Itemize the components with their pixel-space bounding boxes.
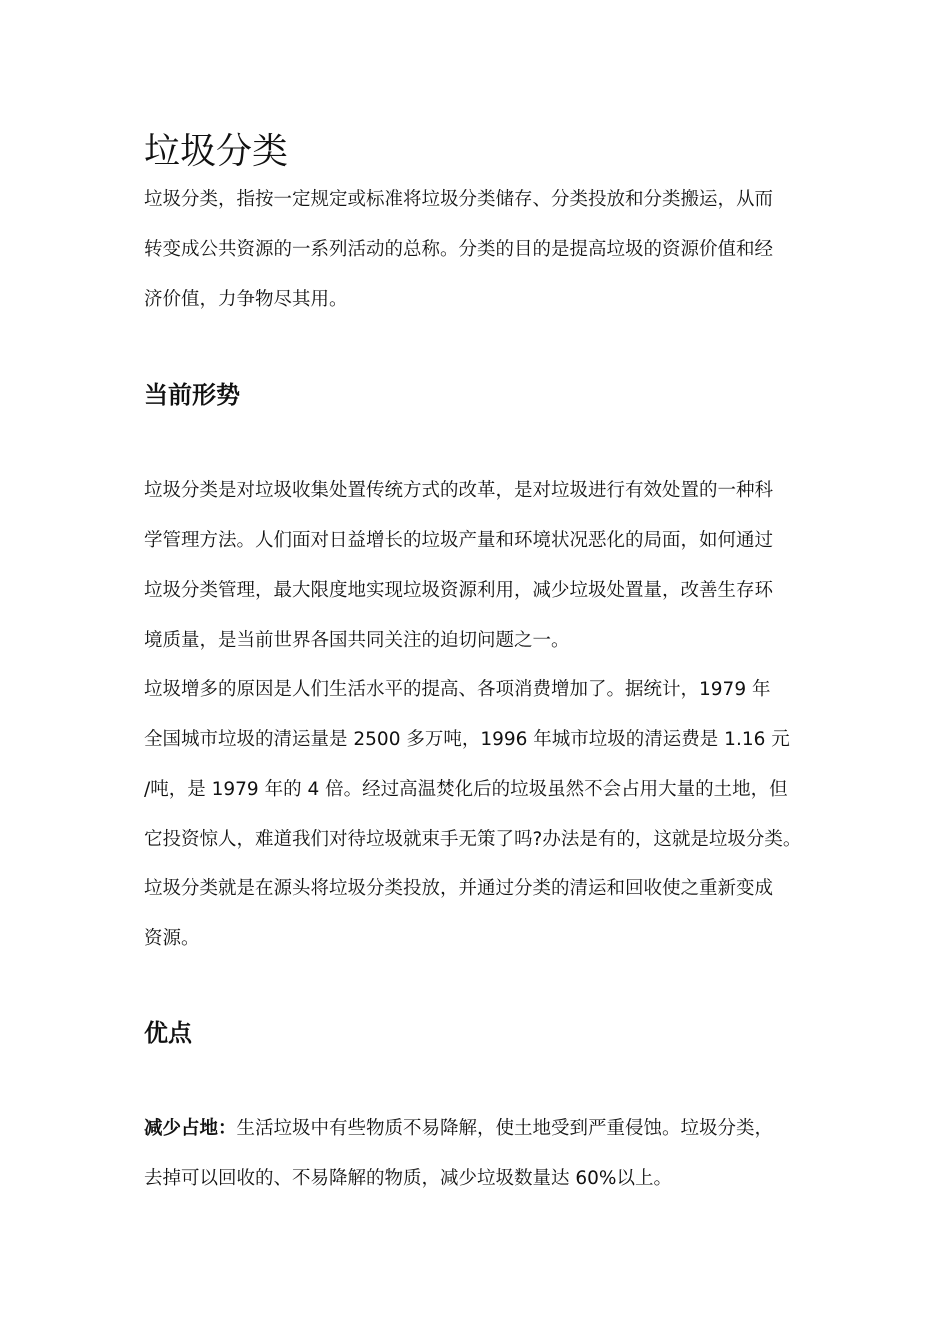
advantage-line-1 [144,1116,773,1142]
situation-line-1: 垃圾分类是对垃圾收集处置传统方式的改革，是对垃圾进行有效处置的一种科 [144,480,774,501]
section-heading-current-situation: 当前形势 [144,381,240,409]
situation-line-2: 学管理方法。人们面对日益增长的垃圾产量和环境状况恶化的局面，如何通过 [144,530,774,551]
intro-line-2: 转变成公共资源的一系列活动的总称。分类的目的是提高垃圾的资源价值和经 [144,239,774,260]
situation-line-4: 境质量，是当前世界各国共同关注的迫切问题之一。 [144,630,570,651]
situation-line-3: 垃圾分类管理，最大限度地实现垃圾资源利用，减少垃圾处置量，改善生存环 [144,580,774,601]
advantage-line-2: 去掉可以回收的、不易降解的物质，减少垃圾数量达 60%以上。 [144,1168,673,1189]
document-title: 垃圾分类 [144,131,289,172]
situation-line-7: /吨，是 1979 年的 4 倍。经过高温焚化后的垃圾虽然不会占用大量的土地，但 [144,779,788,800]
situation-line-10: 资源。 [144,928,200,949]
situation-line-5: 垃圾增多的原因是人们生活水平的提高、各项消费增加了。据统计，1979 年 [144,679,771,700]
intro-line-3: 济价值，力争物尽其用。 [144,289,348,310]
situation-line-8: 它投资惊人，难道我们对待垃圾就束手无策了吗?办法是有的，这就是垃圾分类。 [144,829,802,850]
section-heading-advantages: 优点 [144,1019,192,1047]
intro-line-1: 垃圾分类，指按一定规定或标准将垃圾分类储存、分类投放和分类搬运，从而 [144,189,774,210]
situation-line-9: 垃圾分类就是在源头将垃圾分类投放，并通过分类的清运和回收使之重新变成 [144,878,774,899]
advantage-label: 减少占地： [144,1118,237,1139]
advantage-text-1: 生活垃圾中有些物质不易降解，使土地受到严重侵蚀。垃圾分类， [236,1118,774,1139]
situation-line-6: 全国城市垃圾的清运量是 2500 多万吨，1996 年城市垃圾的清运费是 1.16 元 [144,729,790,750]
